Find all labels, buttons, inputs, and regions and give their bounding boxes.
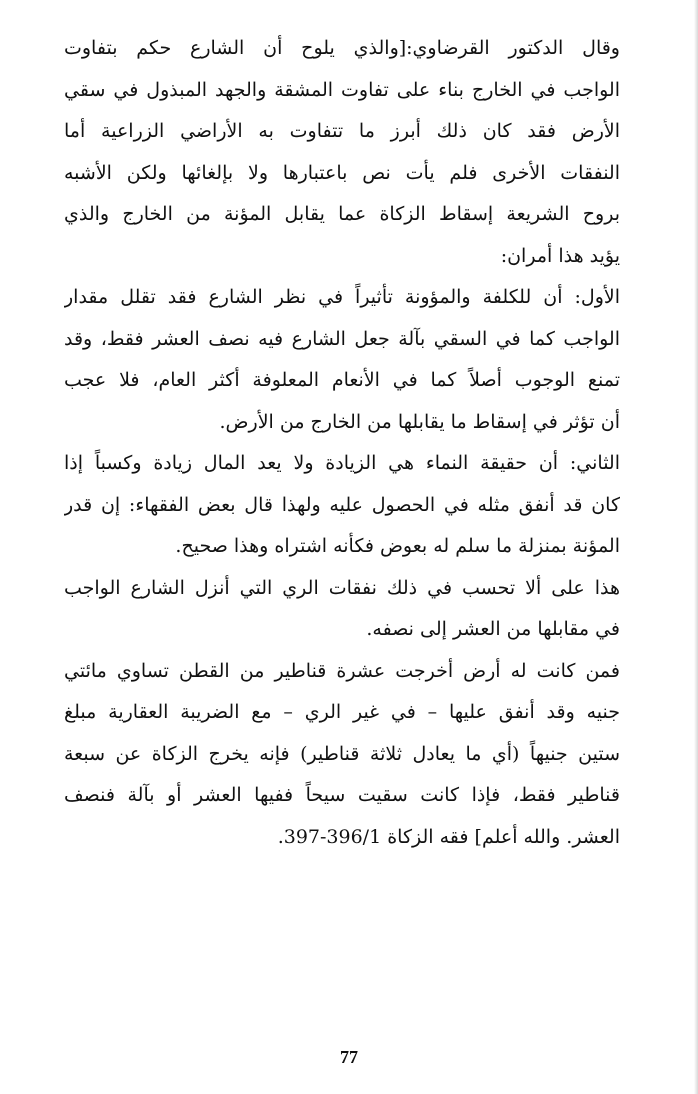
text-line: ستين جنيهاً (أي ما يعادل ثلاثة قناطير) فإنه يخرج الزكاة عن سبعة [64,742,620,765]
text-line: أن تؤثر في إسقاط ما يقابلها من الخارج من الأرض. [219,410,620,433]
text-line: النفقات الأخرى فلم يأت نص باعتبارها ولا بإلغائها ولكن الأشبه [64,161,620,184]
body-text [64,28,620,858]
text-line: في مقابلها من العشر إلى نصفه. [366,618,620,640]
text-line: جنيه وقد أنفق عليها – في غير الري – مع الضريبة العقارية مبلغ [64,701,620,723]
text-line: الأول: أن للكلفة والمؤونة تأثيراً في نظر الشارع فقد تقلل مقدار [64,286,620,308]
text-line: الأرض فقد كان ذلك أبرز ما تتفاوت به الأراضي الزراعية أما [64,120,620,142]
text-line: الثاني: أن حقيقة النماء هي الزيادة ولا يعد المال زيادة وكسباً إذا [64,452,620,474]
text-line: المؤنة بمنزلة ما سلم له بعوض فكأنه اشتراه وهذا صحيح. [175,535,620,557]
text-line: قناطير فقط، فإذا كانت سقيت سيحاً ففيها العشر أو بآلة فنصف [64,784,620,806]
text-line: كان قد أنفق مثله في الحصول عليه ولهذا قال بعض الفقهاء: إن قدر [64,493,620,516]
text-line: يؤيد هذا أمران: [500,244,620,267]
text-line: الواجب في الخارج بناء على تفاوت المشقة والجهد المبذول في سقي [64,78,620,101]
text-line: تمنع الوجوب أصلاً كما في الأنعام المعلوفة أكثر العام، فلا عجب [64,369,620,391]
text-line: فمن كانت له أرض أخرجت عشرة قناطير من القطن تساوي مائتي [64,659,620,682]
page-edge-shadow [694,0,698,1094]
text-line: الواجب كما في السقي بآلة جعل الشارع فيه نصف العشر فقط، وقد [64,327,620,350]
text-line: بروح الشريعة إسقاط الزكاة عما يقابل المؤنة من الخارج والذي [64,203,620,225]
text-line: العشر. والله أعلم] فقه الزكاة 396/1-397. [277,825,620,848]
page-number: 77 [340,1047,358,1067]
text-line: هذا على ألا تحسب في ذلك نفقات الري التي أنزل الشارع الواجب [64,576,620,599]
text-line: وقال الدكتور القرضاوي:[والذي يلوح أن الشارع حكم بتفاوت [64,37,620,59]
